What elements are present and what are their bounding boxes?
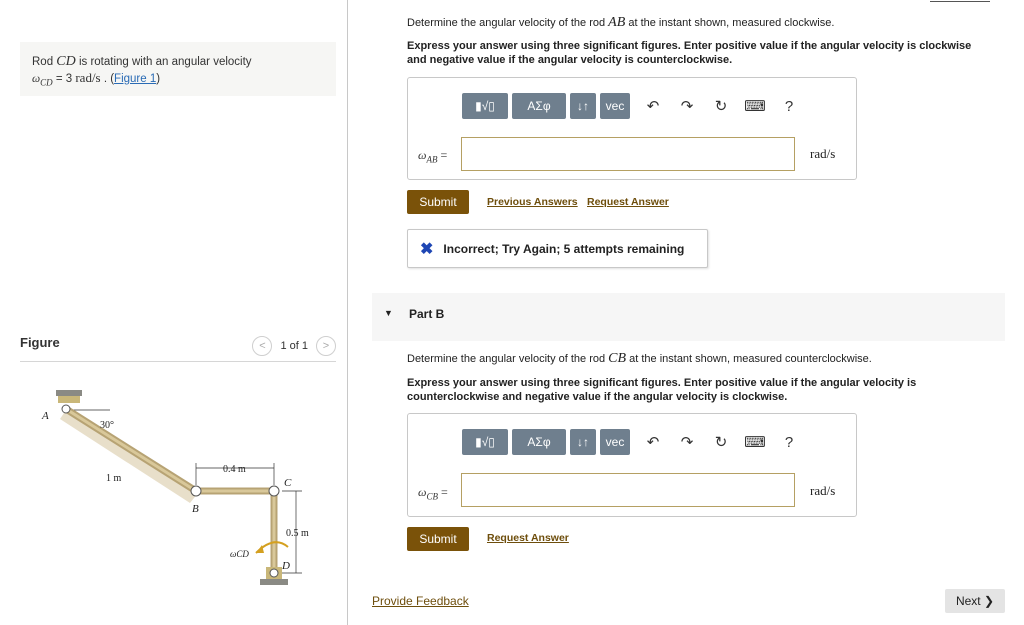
next-figure-button[interactable]: > [316,336,336,356]
part-b-header[interactable] [372,293,1005,341]
part-a-instr-line2: and negative value if the angular velocity is counterclockwise. [407,54,733,66]
part-b-toolbar [462,429,804,455]
subscript-superscript-button[interactable]: ↓↑ [570,429,596,455]
part-a-answer-input[interactable] [461,137,795,171]
figure-header [20,334,336,362]
part-b-equals: = [438,485,448,499]
redo-icon[interactable]: ↷ [680,434,694,451]
pin-b [191,486,201,496]
part-a-question [407,15,834,31]
label-a: A [42,410,49,422]
part-b-question-pre: Determine the angular velocity of the rod [407,353,609,365]
part-a-instr-line1: Express your answer using three significant figures. Enter positive value if the angular velocity is clockwise [407,40,972,52]
omega-unit: rad/s [75,70,101,85]
keyboard-icon[interactable]: ⌨ [744,434,766,451]
problem-rod-name: CD [56,54,76,69]
greek-symbols-button[interactable]: ΑΣφ [512,93,566,119]
reset-icon[interactable]: ↻ [714,98,728,115]
problem-text-post: is rotating with an angular velocity [75,56,252,68]
templates-button[interactable]: ▮√▯ [462,93,508,119]
provide-feedback-link[interactable]: Provide Feedback [372,594,469,608]
part-a-answer-box [407,77,857,180]
part-a-rod: AB [608,15,626,30]
part-a-instructions [407,39,971,67]
part-a-unit: rad/s [810,146,836,161]
label-angle: 30° [100,420,114,431]
undo-icon[interactable]: ↶ [646,98,660,115]
part-b-unit: rad/s [810,483,836,498]
figure-title: Figure [20,335,60,350]
part-a-feedback [407,229,708,268]
part-a-submit-button[interactable]: Submit [407,190,469,214]
prev-figure-button[interactable]: < [252,336,272,356]
label-length-bc: 0.4 m [223,464,246,475]
part-b-submit-button[interactable]: Submit [407,527,469,551]
part-b-rod: CB [608,351,627,366]
help-icon[interactable]: ? [784,433,794,451]
label-length-cd: 0.5 m [286,528,309,539]
part-b-instructions [407,376,916,404]
label-length-ab: 1 m [106,473,122,484]
part-b-request-answer-link[interactable]: Request Answer [487,532,569,544]
label-b: B [192,503,199,515]
part-b-instr-line2: counterclockwise and negative value if the angular velocity is clockwise. [407,391,788,403]
omega-symbol: ω [32,73,41,85]
label-d: D [282,560,290,572]
top-edge-link-underline [930,0,990,2]
problem-statement [20,42,336,96]
part-b-omega: ω [418,485,427,499]
vector-button[interactable]: vec [600,93,630,119]
problem-separator: . ( [100,73,115,85]
problem-text: Rod [32,56,57,68]
part-a-omega: ω [418,148,427,162]
part-b-label: Part B [409,307,445,321]
collapse-triangle-icon[interactable]: ▼ [384,308,393,318]
next-button[interactable]: Next ❯ [945,589,1005,613]
problem-close-paren: ) [156,73,161,85]
part-a-question-post: at the instant shown, measured clockwise. [625,17,835,29]
label-c: C [284,477,292,489]
greek-symbols-button[interactable]: ΑΣφ [512,429,566,455]
left-panel [0,0,348,625]
mechanism-figure [20,385,330,595]
figure-page-indicator: 1 of 1 [280,340,308,352]
part-a-variable-label [418,148,447,164]
pin-d [270,569,278,577]
figure-link[interactable]: Figure 1 [114,73,157,85]
part-b-subscript: CB [426,491,438,502]
templates-button[interactable]: ▮√▯ [462,429,508,455]
keyboard-icon[interactable]: ⌨ [744,98,766,115]
support-a-block [58,396,80,403]
redo-icon[interactable]: ↷ [680,98,694,115]
support-a-ground [56,390,82,396]
part-a-subscript: AB [426,154,438,165]
subscript-superscript-button[interactable]: ↓↑ [570,93,596,119]
part-a-equals: = [437,148,448,162]
figure-pager [252,336,336,356]
undo-icon[interactable]: ↶ [646,434,660,451]
label-omega-cd: ωCD [230,549,249,559]
incorrect-x-icon: ✖ [420,240,434,258]
vector-button[interactable]: vec [600,429,630,455]
reset-icon[interactable]: ↻ [714,434,728,451]
part-b-question-post: at the instant shown, measured counterclockwise. [626,353,872,365]
part-b-instr-line1: Express your answer using three significant figures. Enter positive value if the angular velocity is [407,377,917,389]
rod-ab-highlight [66,409,196,491]
part-b-answer-input[interactable] [461,473,795,507]
part-a-toolbar [462,93,804,119]
previous-answers-link[interactable]: Previous Answers [487,196,578,208]
omega-value: = 3 [52,73,76,85]
part-b-variable-label [418,485,448,501]
support-d-ground [260,579,288,585]
part-a-question-pre: Determine the angular velocity of the rod [407,17,609,29]
pin-c [269,486,279,496]
part-b-question [407,351,872,367]
feedback-text: Incorrect; Try Again; 5 attempts remaining [443,241,685,256]
part-a-request-answer-link[interactable]: Request Answer [587,196,669,208]
omega-subscript: CD [40,77,53,88]
help-icon[interactable]: ? [784,97,794,115]
part-b-answer-box [407,413,857,517]
pin-a [62,405,70,413]
